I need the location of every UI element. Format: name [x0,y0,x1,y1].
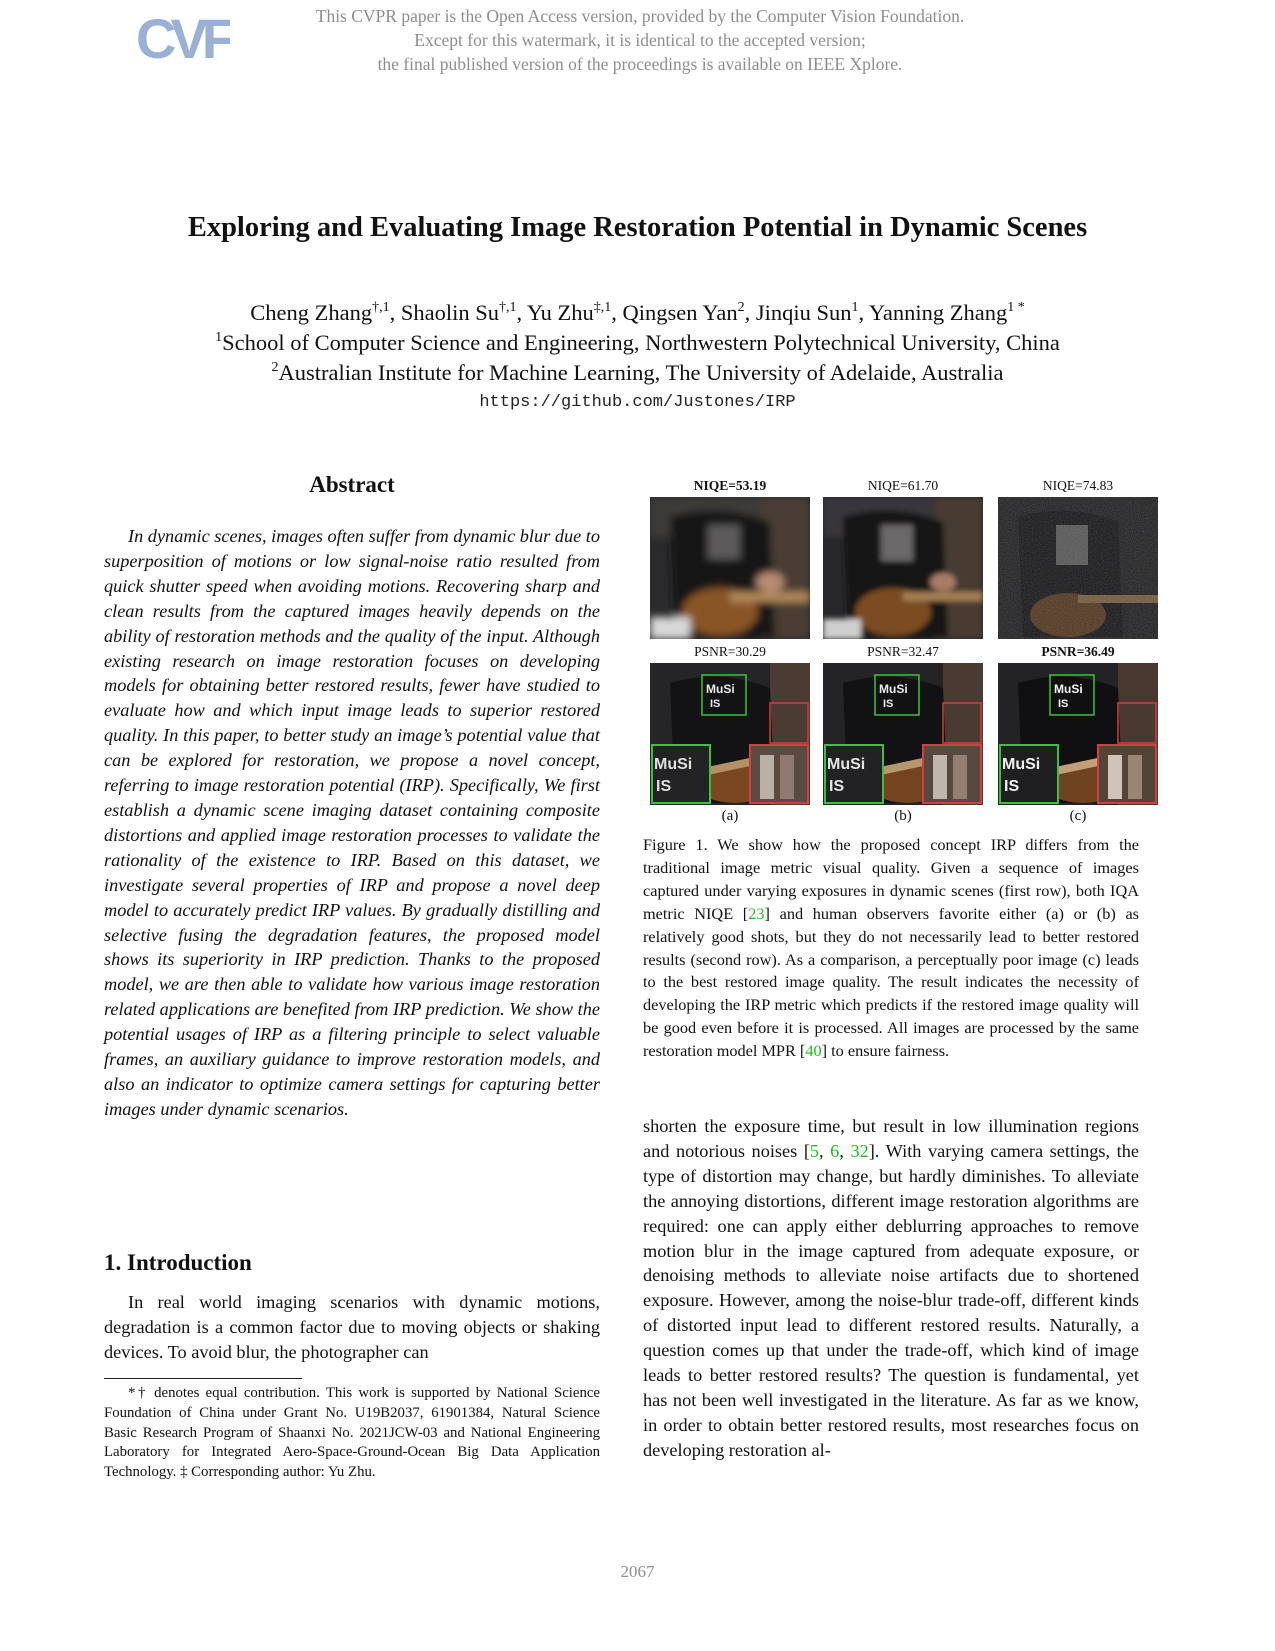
input-image-c [998,497,1158,639]
psnr-label-b: PSNR=32.47 [867,644,939,659]
citation-link[interactable]: 40 [805,1041,822,1061]
subfigure-label-c: (c) [1069,808,1087,824]
subfigure-label-b: (b) [894,808,912,824]
svg-text:IS: IS [883,698,894,710]
svg-text:MuSi: MuSi [827,756,866,773]
svg-text:IS: IS [710,698,721,710]
svg-text:IS: IS [829,778,845,795]
svg-text:MuSi: MuSi [654,756,693,773]
psnr-label-a: PSNR=30.29 [694,644,766,659]
input-image-b [823,497,983,639]
citation-link[interactable]: 5 [809,1140,820,1161]
introduction-text: In real world imaging scenarios with dynamic motions, degradation is a common factor due to moving objects or shaking devices. To avoid blur, the photographer can [104,1292,600,1362]
watermark-line-1: This CVPR paper is the Open Access version, provided by the Computer Vision Foundation. [315,6,965,26]
affiliation-1: $^1$School of Computer Science and Engineering, Northwestern Polytechnical University, China [215,330,1060,355]
restored-image-a [650,663,810,805]
cvf-logo [136,8,230,72]
citation-link[interactable]: 6 [830,1140,840,1161]
introduction-continued: shorten the exposure time, but result in low illumination regions and notorious noises [5, 6, 32]. With varying camera settings, the type of distortion may change, but hardly diminishes. To alleviate the annoying distortions, different image restoration algorithms are required: one can apply either deblurring approaches to remove motion blur in the image captured from adequate exposure, or denoising methods to alleviate noise artifacts due to shortened exposure. However, among the noise-blur trade-off, different kinds of distorted input lead to different restored results. Naturally, a question comes up that under the trade-off, which kind of image leads to better restored results? The question is fundamental, yet has not been well investigated in the literature. As far as we know, in order to obtain better restored results, most researches focus on developing restoration al- [643,1116,1139,1460]
watermark-line-2: Except for this watermark, it is identical to the accepted version; [414,30,866,50]
niqe-label-c: NIQE=74.83 [1042,478,1114,493]
author: Jinqiu Sun$^1$, [755,300,869,325]
author: Shaolin $Su^{\dagger,1}$, [400,300,527,325]
footnote: *† denotes equal contribution. This work is supported by National Science Foundation of China under Grant No. U19B2037, 61901384, Natural Science Basic Research Program of Shaanxi No. 2021JCW-03 and National Engineering Laboratory for Integrated Aero-Space-Ground-Ocean Big Data Application Technology. ‡ Corresponding author: Yu Zhu. [104,1385,600,1481]
svg-text:MuSi: MuSi [879,682,908,696]
svg-text:MuSi: MuSi [706,682,735,696]
citation-link[interactable]: 23 [748,903,765,923]
input-image-a [650,497,810,639]
author: Cheng Zhang$^{\dagger,1}$, [250,300,401,325]
author-list [0,298,1275,328]
author: Qingsen Yan$^2$, [622,300,756,325]
affiliation-2: $^2$Australian Institute for Machine Learning, The University of Adelaide, Australia [271,360,1004,385]
repository-link[interactable]: https://github.com/Justones/IRP [479,393,796,412]
figure-1-caption: Figure 1. We show how the proposed concept IRP differs from the traditional image metric visual quality. Given a sequence of images captured under varying exposures in dynamic scenes (first row), both IQA metric NIQE [23] and human observers favorite either (a) or (b) as relatively good shots, but they do not necessarily lead to better restored results (second row). As a comparison, a perceptually poor image (c) leads to the best restored image quality. The result indicates the necessity of developing the IRP metric which predicts if the restored image quality will be good even before it is processed. All images are processed by the same restoration model MPR [40] to ensure fairness. [643,835,1140,1061]
restored-image-b [823,663,983,805]
svg-text:MuSi: MuSi [1054,682,1083,696]
author: Yanning Zhang$^{1 *}$ [868,300,1025,325]
svg-text:MuSi: MuSi [1002,756,1041,773]
citation-link[interactable]: 32 [850,1140,869,1161]
restored-image-c [998,663,1158,805]
author-block [0,298,1275,388]
niqe-label-a: NIQE=53.19 [693,478,767,493]
page-number: 2067 [620,1562,655,1581]
footnote-rule [104,1378,302,1379]
niqe-label-b: NIQE=61.70 [867,478,939,493]
cvf-logo-text: CVF [136,8,230,70]
introduction-heading: 1. Introduction [104,1250,252,1275]
svg-text:IS: IS [1058,698,1069,710]
svg-text:IS: IS [656,778,672,795]
psnr-label-c: PSNR=36.49 [1041,644,1115,659]
author: Yu Zhu$^{\ddagger,1}$, [526,300,623,325]
abstract-heading: Abstract [309,472,395,497]
watermark-line-3: the final published version of the proceedings is available on IEEE Xplore. [377,54,903,74]
svg-text:IS: IS [1004,778,1020,795]
paper-title: Exploring and Evaluating Image Restoration Potential in Dynamic Scenes [187,212,1088,243]
watermark-notice [240,4,1040,76]
subfigure-label-a: (a) [721,808,739,824]
abstract-text: In dynamic scenes, images often suffer from dynamic blur due to superposition of motions or low signal-noise ratio resulted from quick shutter speed when avoiding motions. Recovering sharp and clean results from the captured images heavily depends on the ability of restoration methods and the quality of the input. Although existing research on image restoration focuses on developing models for obtaining better restored results, fewer have studied to evaluate how and which input image leads to superior restored quality. In this paper, to better study an image’s potential value that can be explored for restoration, we propose a novel concept, referring to image restoration potential (IRP). Specifically, We first establish a dynamic scene imaging dataset containing composite distortions and applied image restoration processes to validate the rationality of the existence to IRP. Based on this dataset, we investigate several properties of IRP and propose a novel deep model to accurately predict IRP values. By gradually distilling and selective fusing the degradation features, the proposed model shows its superiority in IRP prediction. Thanks to the proposed model, we are then able to validate how various image restoration related applications are benefited from IRP prediction. We show the potential usages of IRP as a filtering principle to select valuable frames, an auxiliary guidance to improve restoration models, and also an indicator to optimize camera settings for capturing better images under dynamic scenarios. [104,526,601,1119]
